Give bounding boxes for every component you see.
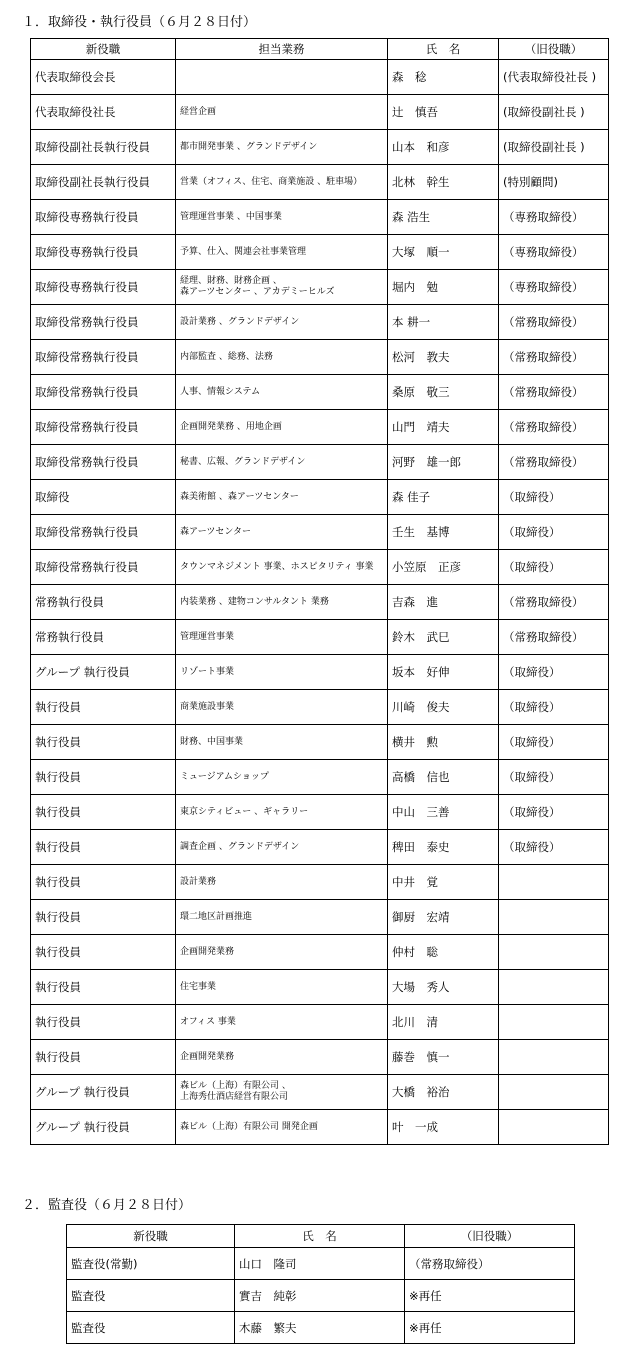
- table-row: [31, 515, 609, 550]
- position-cell: 執行役員: [31, 760, 176, 795]
- duties-cell: [176, 375, 388, 410]
- name-cell: 小笠原 正彦: [388, 550, 499, 585]
- table-row: [31, 1040, 609, 1075]
- name-cell: 吉森 進: [388, 585, 499, 620]
- duties-cell: [176, 235, 388, 270]
- duties-cell: [176, 585, 388, 620]
- position-cell: 執行役員: [31, 935, 176, 970]
- old-position-cell: （取締役）: [499, 760, 609, 795]
- table-row: [31, 725, 609, 760]
- position-cell: 執行役員: [31, 1005, 176, 1040]
- old-position-cell: （専務取締役）: [499, 200, 609, 235]
- name-cell: 稗田 泰史: [388, 830, 499, 865]
- duties-cell: [176, 690, 388, 725]
- table-row: [31, 200, 609, 235]
- duty-line: 都市開発事業 、グランドデザイン: [180, 141, 318, 152]
- duties-cell: [176, 410, 388, 445]
- name-cell: 北川 清: [388, 1005, 499, 1040]
- table-row: [31, 690, 609, 725]
- position-cell: 取締役常務執行役員: [31, 340, 176, 375]
- duty-line: 企画開発業務: [180, 1051, 235, 1062]
- duties-cell: [176, 550, 388, 585]
- duties-cell: [176, 445, 388, 480]
- duty-line: 秘書、広報、グランドデザイン: [180, 456, 306, 467]
- name-cell: 森 稔: [388, 60, 499, 95]
- position-cell: 取締役常務執行役員: [31, 515, 176, 550]
- position-cell: 執行役員: [31, 795, 176, 830]
- table-row: [31, 410, 609, 445]
- duty-line: 企画開発業務 、用地企画: [180, 421, 282, 432]
- old-position-cell: （取締役）: [499, 655, 609, 690]
- position-cell: グループ 執行役員: [31, 655, 176, 690]
- old-position-cell: （常務取締役）: [405, 1248, 575, 1280]
- old-position-cell: （常務取締役）: [499, 340, 609, 375]
- table-row: [31, 130, 609, 165]
- duties-cell: [176, 795, 388, 830]
- position-cell: 執行役員: [31, 865, 176, 900]
- name-cell: 鈴木 武巳: [388, 620, 499, 655]
- name-cell: 實吉 純彰: [235, 1280, 405, 1312]
- duties-cell: [176, 865, 388, 900]
- auditors-table: [66, 1224, 575, 1344]
- duties-cell: [176, 270, 388, 305]
- position-cell: 取締役: [31, 480, 176, 515]
- table-row: [31, 935, 609, 970]
- old-position-cell: (取締役副社長 ): [499, 95, 609, 130]
- duty-line: 営業（オフィス、住宅、商業施設 、駐車場）: [180, 176, 363, 187]
- position-cell: グループ 執行役員: [31, 1075, 176, 1110]
- table-row: [67, 1248, 575, 1280]
- name-cell: 北林 幹生: [388, 165, 499, 200]
- position-cell: 取締役専務執行役員: [31, 235, 176, 270]
- name-cell: 大塚 順一: [388, 235, 499, 270]
- old-position-cell: [499, 935, 609, 970]
- duty-line: 管理運営事業: [180, 631, 235, 642]
- name-cell: 河野 雄一郎: [388, 445, 499, 480]
- name-cell: 山口 隆司: [235, 1248, 405, 1280]
- header-duties: 担当業務: [176, 39, 388, 60]
- duty-line: 住宅事業: [180, 981, 217, 992]
- position-cell: 取締役副社長執行役員: [31, 130, 176, 165]
- duty-line: 森アーツセンター: [180, 526, 252, 537]
- old-position-cell: (取締役副社長 ): [499, 130, 609, 165]
- old-position-cell: [499, 1075, 609, 1110]
- name-cell: 中井 覚: [388, 865, 499, 900]
- name-cell: 森 浩生: [388, 200, 499, 235]
- old-position-cell: （常務取締役）: [499, 620, 609, 655]
- table-row: [31, 445, 609, 480]
- duties-cell: [176, 620, 388, 655]
- duties-cell: [176, 480, 388, 515]
- duties-cell: [176, 970, 388, 1005]
- table-row: [31, 60, 609, 95]
- table-row: [31, 375, 609, 410]
- position-cell: 監査役: [67, 1312, 235, 1344]
- table-row: [31, 865, 609, 900]
- duties-cell: [176, 165, 388, 200]
- duties-cell: [176, 1110, 388, 1145]
- duty-line: 経営企画: [180, 106, 217, 117]
- directors-table-header: [31, 39, 609, 60]
- table-row: [31, 900, 609, 935]
- duty-line: 内装業務 、建物コンサルタント 業務: [180, 596, 329, 607]
- duty-line: 商業施設事業: [180, 701, 235, 712]
- position-cell: 執行役員: [31, 1040, 176, 1075]
- name-cell: 藤巻 慎一: [388, 1040, 499, 1075]
- old-position-cell: ※再任: [405, 1280, 575, 1312]
- duty-line: 人事、情報システム: [180, 386, 261, 397]
- table-row: [31, 1075, 609, 1110]
- table-row: [31, 1110, 609, 1145]
- old-position-cell: ※再任: [405, 1312, 575, 1344]
- duty-line: 経理、財務、財務企画 、: [180, 276, 282, 286]
- old-position-cell: [499, 1040, 609, 1075]
- header-new-position: 新役職: [67, 1225, 235, 1248]
- duty-line: 上海秀仕酒店経営有限公司: [180, 1092, 289, 1102]
- duty-line: 東京シティビュー 、ギャラリー: [180, 806, 309, 817]
- duty-line: 調査企画 、グランドデザイン: [180, 841, 300, 852]
- position-cell: 執行役員: [31, 900, 176, 935]
- duty-line: オフィス 事業: [180, 1016, 236, 1027]
- position-cell: 執行役員: [31, 725, 176, 760]
- position-cell: 取締役常務執行役員: [31, 550, 176, 585]
- name-cell: 大場 秀人: [388, 970, 499, 1005]
- duties-cell: [176, 305, 388, 340]
- old-position-cell: [499, 900, 609, 935]
- old-position-cell: （取締役）: [499, 515, 609, 550]
- duty-line: 設計業務: [180, 876, 217, 887]
- name-cell: 中山 三善: [388, 795, 499, 830]
- old-position-cell: (特別顧問): [499, 165, 609, 200]
- table-row: [31, 235, 609, 270]
- position-cell: 代表取締役会長: [31, 60, 176, 95]
- name-cell: 横井 勲: [388, 725, 499, 760]
- name-cell: 高橋 信也: [388, 760, 499, 795]
- table-row: [31, 95, 609, 130]
- name-cell: 桑原 敬三: [388, 375, 499, 410]
- duty-line: 内部監査 、総務、法務: [180, 351, 273, 362]
- duty-line: 森美術館 、森アーツセンター: [180, 491, 299, 502]
- duties-cell: [176, 830, 388, 865]
- table-row: [31, 550, 609, 585]
- old-position-cell: （取締役）: [499, 550, 609, 585]
- name-cell: 本 耕一: [388, 305, 499, 340]
- duty-line: タウンマネジメント 事業、ホスピタリティ 事業: [180, 561, 374, 572]
- duties-cell: [176, 60, 388, 95]
- table-row: [31, 830, 609, 865]
- duties-cell: [176, 515, 388, 550]
- old-position-cell: （常務取締役）: [499, 585, 609, 620]
- duties-cell: [176, 1005, 388, 1040]
- old-position-cell: （常務取締役）: [499, 305, 609, 340]
- name-cell: 山門 靖夫: [388, 410, 499, 445]
- name-cell: 松河 教夫: [388, 340, 499, 375]
- table-row: [31, 340, 609, 375]
- name-cell: 山本 和彦: [388, 130, 499, 165]
- old-position-cell: [499, 1110, 609, 1145]
- name-cell: 辻 慎吾: [388, 95, 499, 130]
- name-cell: 坂本 好伸: [388, 655, 499, 690]
- duty-line: リゾート事業: [180, 666, 235, 677]
- name-cell: 壬生 基博: [388, 515, 499, 550]
- old-position-cell: （取締役）: [499, 795, 609, 830]
- old-position-cell: （専務取締役）: [499, 235, 609, 270]
- old-position-cell: （取締役）: [499, 690, 609, 725]
- name-cell: 木藤 繁夫: [235, 1312, 405, 1344]
- position-cell: 執行役員: [31, 830, 176, 865]
- duty-line: 財務、中国事業: [180, 736, 244, 747]
- table-row: [31, 795, 609, 830]
- header-old-position: （旧役職）: [499, 39, 609, 60]
- duty-line: 森アーツセンター 、アカデミーヒルズ: [180, 287, 335, 297]
- position-cell: 常務執行役員: [31, 585, 176, 620]
- old-position-cell: （常務取締役）: [499, 410, 609, 445]
- old-position-cell: （取締役）: [499, 830, 609, 865]
- duty-line: 設計業務 、グランドデザイン: [180, 316, 300, 327]
- old-position-cell: （専務取締役）: [499, 270, 609, 305]
- table-row: [31, 480, 609, 515]
- position-cell: 取締役常務執行役員: [31, 410, 176, 445]
- duties-cell: [176, 655, 388, 690]
- name-cell: 森 佳子: [388, 480, 499, 515]
- old-position-cell: （取締役）: [499, 480, 609, 515]
- position-cell: 取締役常務執行役員: [31, 445, 176, 480]
- table-row: [31, 620, 609, 655]
- old-position-cell: [499, 970, 609, 1005]
- position-cell: 取締役専務執行役員: [31, 200, 176, 235]
- table-row: [31, 970, 609, 1005]
- duty-line: 企画開発業務: [180, 946, 235, 957]
- position-cell: 監査役: [67, 1280, 235, 1312]
- header-name: 氏 名: [235, 1225, 405, 1248]
- header-new-position: 新役職: [31, 39, 176, 60]
- duty-line: 管理運営事業 、中国事業: [180, 211, 282, 222]
- directors-table: [30, 38, 609, 1145]
- duty-line: 予算、仕入、関連会社事業管理: [180, 246, 307, 257]
- duties-cell: [176, 95, 388, 130]
- section1-title: １．取締役・執行役員（６月２８日付）: [22, 15, 257, 30]
- duty-line: 森ビル（上海）有限公司 、: [180, 1081, 291, 1091]
- position-cell: 常務執行役員: [31, 620, 176, 655]
- position-cell: グループ 執行役員: [31, 1110, 176, 1145]
- position-cell: 取締役専務執行役員: [31, 270, 176, 305]
- header-name: 氏 名: [388, 39, 499, 60]
- duty-line: ミュージアムショップ: [180, 771, 269, 782]
- old-position-cell: [499, 1005, 609, 1040]
- auditors-table-header: [67, 1225, 575, 1248]
- name-cell: 叶 一成: [388, 1110, 499, 1145]
- table-row: [67, 1280, 575, 1312]
- old-position-cell: （常務取締役）: [499, 375, 609, 410]
- table-row: [31, 760, 609, 795]
- position-cell: 執行役員: [31, 970, 176, 1005]
- duties-cell: [176, 340, 388, 375]
- duties-cell: [176, 130, 388, 165]
- section2-title: ２．監査役（６月２８日付）: [22, 1198, 192, 1213]
- name-cell: 仲村 聡: [388, 935, 499, 970]
- duties-cell: [176, 200, 388, 235]
- duties-cell: [176, 1040, 388, 1075]
- name-cell: 川崎 俊夫: [388, 690, 499, 725]
- table-row: [31, 1005, 609, 1040]
- old-position-cell: （取締役）: [499, 725, 609, 760]
- duties-cell: [176, 725, 388, 760]
- name-cell: 大橋 裕治: [388, 1075, 499, 1110]
- table-row: [31, 655, 609, 690]
- table-row: [31, 305, 609, 340]
- position-cell: 取締役常務執行役員: [31, 305, 176, 340]
- table-row: [31, 585, 609, 620]
- position-cell: 取締役副社長執行役員: [31, 165, 176, 200]
- duty-line: 森ビル（上海）有限公司 開発企画: [180, 1121, 318, 1132]
- table-row: [31, 270, 609, 305]
- old-position-cell: （常務取締役）: [499, 445, 609, 480]
- position-cell: 代表取締役社長: [31, 95, 176, 130]
- duties-cell: [176, 1075, 388, 1110]
- position-cell: 監査役(常勤): [67, 1248, 235, 1280]
- name-cell: 堀内 勉: [388, 270, 499, 305]
- duties-cell: [176, 900, 388, 935]
- duties-cell: [176, 760, 388, 795]
- name-cell: 御厨 宏靖: [388, 900, 499, 935]
- duties-cell: [176, 935, 388, 970]
- table-row: [31, 165, 609, 200]
- header-old-position: （旧役職）: [405, 1225, 575, 1248]
- position-cell: 執行役員: [31, 690, 176, 725]
- old-position-cell: (代表取締役社長 ): [499, 60, 609, 95]
- position-cell: 取締役常務執行役員: [31, 375, 176, 410]
- old-position-cell: [499, 865, 609, 900]
- table-row: [67, 1312, 575, 1344]
- duty-line: 環二地区計画推進: [180, 911, 253, 922]
